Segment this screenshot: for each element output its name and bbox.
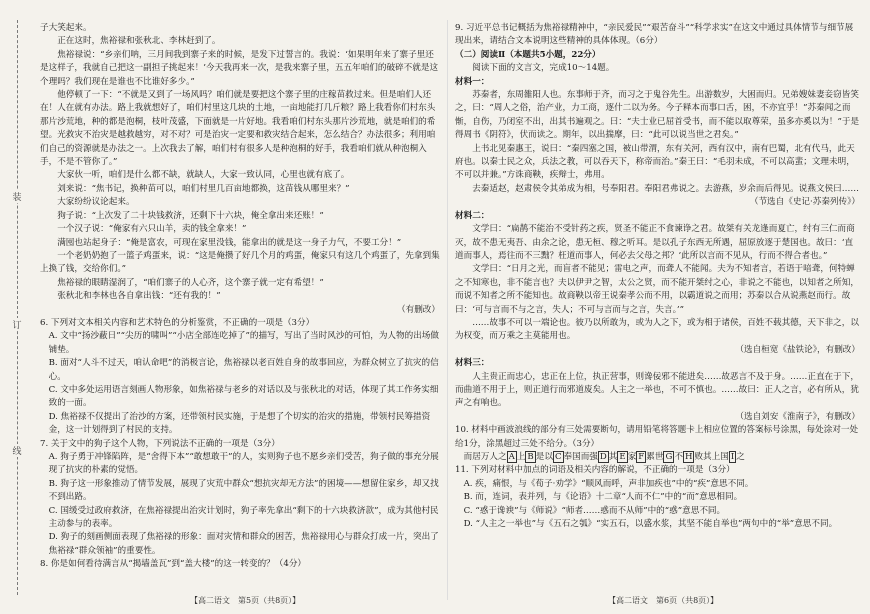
question-stem: 11. 下列对材料中加点的词语及相关内容的解说，不正确的一项是（3分） [455, 465, 735, 476]
source-note: （选自刘安《淮南子》，有删改） [735, 411, 860, 422]
classical-paragraph: 上书北见秦惠王，说曰：“秦四塞之国，被山带渭，东有关河，西有汉中，南有巴蜀，北有代马，此天府也。以秦士民之众，兵法之教，可以吞天下，称帝而治。”秦王曰：“毛羽未成，不可以高蜚；文理未明，不可以并兼。”方诛商鞅，疾辩士，弗用。 [455, 143, 855, 181]
text-fragment: 上 [516, 452, 526, 462]
answer-option: B. 面对“人斗不过天，咱认命吧”的消极言论，焦裕禄以老百姓自身的故事回应，为群众树立了抗灾的信心。 [48, 358, 439, 382]
source-note: （节选自《史记·苏秦列传》） [749, 197, 860, 208]
story-paragraph: 子大笑起来。 [40, 23, 92, 33]
story-paragraph: 满囤也站起身子：“俺是富农，可现在家里没钱，能拿出的就是这一身子力气，不要工分！” [57, 237, 402, 248]
story-paragraph: 大家伙一听，咱们是什么都不缺，就缺人，大家一致认同，心里也就有底了。 [57, 170, 350, 181]
left-column [40, 22, 440, 572]
right-column [455, 22, 860, 531]
source-note: （选自桓宽《盐铁论》，有删改） [735, 344, 860, 355]
story-paragraph: 狗子说：“上次发了二十块钱救济，还剩下十六块，俺全拿出来还账！” [57, 210, 324, 221]
story-paragraph: 一个汉子说：“俺家有六只山羊，卖的钱全拿来！” [57, 224, 247, 235]
answer-option: A. 文中“扬沙蔽日”“尖历的啸叫”“小店全部连吃掉了”的描写，写出了当时风沙的可怕，为人物的出场做铺垫。 [48, 331, 439, 355]
binding-mark: 装 [6, 190, 28, 203]
story-paragraph: 一个老奶奶抱了一篮子鸡蛋来，说：“这是俺攒了好几个月的鸡蛋，俺家只有这几个鸡蛋了，先拿到集上换了钱，交给你们。” [40, 250, 440, 275]
text-fragment: 败其上国 [694, 452, 729, 462]
question-stem: 6. 下列对文本相关内容和艺术特色的分析鉴赏，不正确的一项是（3分） [40, 317, 315, 328]
sentence-break-line [455, 451, 860, 464]
binding-margin [0, 0, 34, 614]
break-option-b[interactable]: B [527, 452, 534, 462]
break-option-c[interactable]: C [554, 452, 562, 462]
question-stem: 9. 习近平总书记概括为焦裕禄精神中，“亲民爱民”“艰苦奋斗”“科学求实”在这文中通过具体情节与细节展现出来，请结合文本说明这些精神的具体体现。（6分） [455, 23, 854, 47]
break-option-d[interactable]: D [599, 452, 607, 462]
material-title: 材料二： [455, 210, 490, 221]
answer-option: B. 狗子这一形象推动了情节发展，展现了灾荒中群众“想抗灾却无方法”的困境——想留住家乡，却又找不到出路。 [48, 478, 439, 503]
story-paragraph: 焦裕禄的眼睛湿润了，“咱们寨子的人心齐，这个寨子就一定有希望！” [57, 277, 324, 288]
material-title: 材料三： [455, 358, 490, 369]
answer-option: D. 焦裕禄不仅提出了治沙的方案，还带领村民实施，于是想了个切实的治灾的措施，带领村民筹措资金，这一计划得到了村民的支持。 [48, 411, 431, 436]
break-option-h[interactable]: H [684, 452, 693, 462]
classical-paragraph: 去秦适赵，赵肃侯令其弟成为相，号奉阳君。奉阳君弗说之。去游燕，岁余而后得见。说燕文侯曰…… [472, 183, 859, 194]
break-option-a[interactable]: A [508, 452, 515, 462]
question-stem: 10. 材料中画波浪线的部分有三处需要断句，请用铅笔将答题卡上相应位置的答案标号涂黑，每处涂对一处给1分，涂黑超过三处不给分。（3分） [455, 425, 859, 449]
story-paragraph: 张秋北和李林也各自拿出钱：“还有我的！” [57, 291, 221, 302]
break-option-g[interactable]: G [665, 452, 673, 462]
source-note: （有删改） [397, 304, 440, 315]
story-paragraph: 正在这时，焦裕禄和张秋北、李林赶到了。 [57, 36, 221, 47]
break-option-e[interactable]: E [619, 452, 626, 462]
answer-option: C. “惑于谗谀”与《师说》“师者……惑而不从师”中的“惑”意思不同。 [463, 505, 726, 516]
text-fragment: 累世 [646, 452, 664, 462]
binding-dashed-line [17, 20, 18, 595]
answer-option: B. 而，连词，表并列，与《论语》十二章“人而不仁”中的“而”意思相同。 [463, 492, 743, 503]
break-option-i[interactable]: I [730, 452, 735, 462]
story-paragraph: 他停顿了一下：“不就是又到了一场风吗？咱们就是要把这个寨子里的庄稼苗救过来。但是咱们人还在！人在就有办法。路上我就想好了，咱们村里这几块的土地，一亩地能打几斤粮？路上我看你们村东头那片沙荒地，种的都是泡桐，枝叶茂盛，下面就是一片好地。我看咱们村东头那片沙荒地，就是咱们的希望。光救灾不治灾是越救越穷，对不对？可是治灾一定要和救灾结合起来，怎么结合？办法很多；利用咱们自己的资源就是办法之一。上次我去了解，咱们村有很多人是种泡桐的好手，我看咱们就从种泡桐入手，不是不管你了。” [40, 90, 436, 168]
story-paragraph: 焦裕禄说：“乡亲们呐，三月间我到寨子来的时候，是发下过誓言的。我说：‘如果明年来了寨子里还是这样子，我就自己把这一副担子挑起来！’今天我再来一次，是我来寨子里，五五年咱们的破碎不就是这个理吗？我们现在是谁也不比谁好多少。” [40, 49, 439, 87]
break-option-f[interactable]: F [638, 452, 645, 462]
text-fragment: 而居万人之 [463, 452, 507, 462]
classical-paragraph: 文学曰：“扁鹊不能治不受针药之疾，贤圣不能正不食谏诤之君。故桀有关龙逢而夏亡，纣有三仁而商灭，故不患无夷吾、由余之论，患无桓、穆之听耳。是以孔子东西无所遇，屈原放逐于楚国也。故曰：‘直道而事人，焉往而不三黜？枉道而事人，何必去父母之邦？’此所以言而不见从，行而不得合者也。” [455, 224, 855, 261]
material-title: 材料一： [455, 76, 490, 87]
text-fragment: 家 [627, 452, 637, 462]
column-divider [447, 20, 448, 600]
story-paragraph: 大家纷纷议论起来。 [57, 197, 135, 208]
answer-option: A. 疾，痛恨，与《荀子·劝学》“顺风而呼，声非加疾也”中的“疾”意思不同。 [463, 478, 754, 489]
text-fragment: 之 [736, 452, 745, 462]
binding-mark: 线 [6, 444, 28, 457]
answer-option: A. 狗子勇于冲锋陷阵，是“舍得下本”“敢想敢干”的人，实则狗子也不愿乡亲们受苦，狗子做的事充分展现了抗灾的朴素的觉悟。 [48, 452, 439, 476]
text-fragment: 是以 [535, 452, 553, 462]
text-fragment: 其 [608, 452, 618, 462]
answer-option: D. 狗子的刻画侧面表现了焦裕禄的形象：面对灾情和群众的困苦，焦裕禄用心与群众打成一片，突出了焦裕禄“群众领袖”的重要性。 [48, 532, 439, 556]
text-fragment: 不 [674, 452, 683, 462]
section-title: （二）阅读Ⅱ（本题共5小题，22分） [455, 49, 601, 60]
question-stem: 8. 你是如何看待满言从“揭墙盖瓦”到“盖大楼”的这一转变的？（4分） [40, 559, 307, 570]
classical-paragraph: 人主贵正而忠心，忠正在上位，执正营事，则谗佞邪不能进矣……故恶言不及于身。……正直在于下，而曲道不用于上，则正道行而邪道废矣。人主之一举也，不可不慎也。……故曰：正人之言，必有所从，犹声之有响也。 [455, 371, 859, 409]
classical-paragraph: 文学曰：“日月之光，而盲者不能见；雷电之声，而聋人不能闻。夫为不知者言，若语于喑聋，何特蝉之不知寒也，非不能言也？夫以伊尹之智，太公之贤，而不能开桀纣之心，非说之不能也，以知者之所知，而说不知者之所不能知也。故商鞅以帝王说秦孝公而不用，以霸道说之而用；苏秦以合从说燕赵而行。故曰：‘可与言而不与之言，失人；不可与言而与之言，失言。’” [455, 264, 859, 315]
page-footer-right: 【高二语文 第6页（共8页）】 [608, 596, 719, 605]
question-stem: 7. 关于文中的狗子这个人物，下列说法不正确的一项是（3分） [40, 438, 280, 449]
classical-paragraph: ……故事不可以一端论也。彼乃以所敢为，或为人之下，或为相于诸侯，百姓不载其德，天下非之，以为权变，而万乘之主莫能用也。 [455, 317, 859, 342]
section-intro: 阅读下面的文言文，完成10～14题。 [472, 63, 615, 74]
answer-option: D. “人主之一举也”与《五石之瓠》“实五石，以盛水浆，其坚不能自举也”两句中的“举”意思不同。 [463, 519, 838, 530]
binding-mark: 订 [6, 318, 28, 331]
story-paragraph: 刘来说：“焦书记，换种苗可以，咱们村里几百亩地都换，这苗钱从哪里来？” [57, 183, 350, 194]
classical-paragraph: 苏秦者，东周雒阳人也。东事师于齐，而习之于鬼谷先生。出游数岁，大困而归。兄弟嫂妹妻妾窃皆笑之，曰：“周人之俗，治产业，力工商，逐什二以为务。今子释本而事口舌，困，不亦宜乎！”苏秦闻之而惭，自伤，乃闭室不出，出其书遍观之。曰：“夫士业已屈首受书，而不能以取尊荣，虽多亦奚以为！”于是得周书《阴符》，伏而读之。期年，以出揣摩，曰：“此可以说当世之君矣。” [455, 90, 860, 141]
text-fragment: 奉国而强 [563, 452, 598, 462]
answer-option: C. 文中多处运用语言刻画人物形象，如焦裕禄与老乡的对话以及与张秋北的对话，体现了其工作务实细致的一面。 [48, 384, 439, 409]
page-footer-left: 【高二语文 第5页（共8页）】 [190, 596, 301, 605]
answer-option: C. 国缓受过政府救济，在焦裕禄提出治灾计划时，狗子率先拿出“剩下的十六块救济款”，成为其他村民主动参与的表率。 [48, 505, 439, 530]
